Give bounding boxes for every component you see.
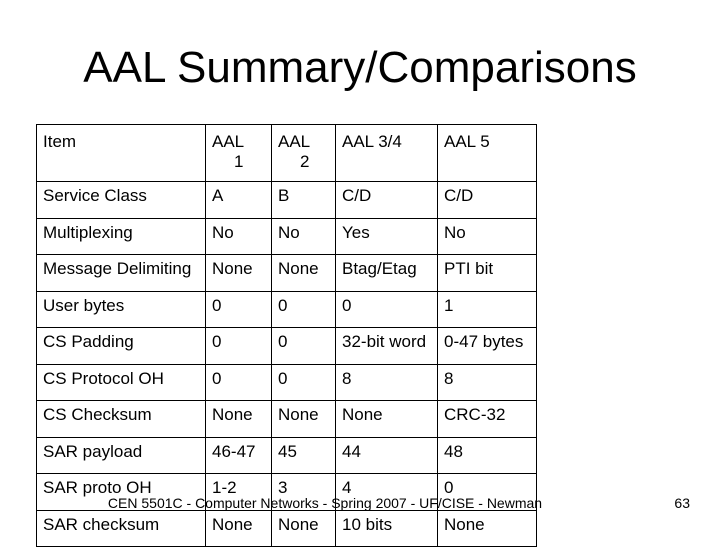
table-row bbox=[37, 510, 537, 547]
table-row bbox=[37, 364, 537, 401]
cell-aal2: 0 bbox=[272, 291, 336, 328]
cell-aal34: 44 bbox=[336, 437, 438, 474]
header-cell-item bbox=[37, 125, 206, 182]
row-label: CS Checksum bbox=[37, 401, 206, 438]
header-aal1-line2: 1 bbox=[234, 152, 244, 171]
table-row bbox=[37, 328, 537, 365]
header-cell-aal5 bbox=[438, 125, 537, 182]
table-row bbox=[37, 182, 537, 219]
cell-aal5: C/D bbox=[438, 182, 537, 219]
cell-aal5: 0 bbox=[438, 474, 537, 511]
cell-aal1: 46-47 bbox=[206, 437, 272, 474]
cell-aal2: 0 bbox=[272, 364, 336, 401]
cell-aal34: Btag/Etag bbox=[336, 255, 438, 292]
cell-aal34: None bbox=[336, 401, 438, 438]
cell-aal1: 0 bbox=[206, 364, 272, 401]
cell-aal2: None bbox=[272, 510, 336, 547]
table-row bbox=[37, 218, 537, 255]
cell-aal34: C/D bbox=[336, 182, 438, 219]
header-aal1-line1: AAL bbox=[212, 132, 245, 151]
row-label: User bytes bbox=[37, 291, 206, 328]
cell-aal2: 3 bbox=[272, 474, 336, 511]
cell-aal5: 48 bbox=[438, 437, 537, 474]
cell-aal34: 0 bbox=[336, 291, 438, 328]
row-label: Multiplexing bbox=[37, 218, 206, 255]
header-cell-aal34 bbox=[336, 125, 438, 182]
cell-aal5: No bbox=[438, 218, 537, 255]
cell-aal2: 45 bbox=[272, 437, 336, 474]
table-row bbox=[37, 437, 537, 474]
cell-aal1: 1-2 bbox=[206, 474, 272, 511]
header-aal5-label: AAL 5 bbox=[444, 132, 490, 151]
row-label: SAR payload bbox=[37, 437, 206, 474]
row-label: SAR proto OH bbox=[37, 474, 206, 511]
cell-aal1: No bbox=[206, 218, 272, 255]
cell-aal34: 8 bbox=[336, 364, 438, 401]
cell-aal5: CRC-32 bbox=[438, 401, 537, 438]
cell-aal5: 1 bbox=[438, 291, 537, 328]
cell-aal2: None bbox=[272, 255, 336, 292]
row-label: Message Delimiting bbox=[37, 255, 206, 292]
cell-aal34: 4 bbox=[336, 474, 438, 511]
cell-aal1: None bbox=[206, 401, 272, 438]
header-cell-aal2 bbox=[272, 125, 336, 182]
header-aal34-label: AAL 3/4 bbox=[342, 132, 402, 151]
header-cell-aal1 bbox=[206, 125, 272, 182]
row-label: Service Class bbox=[37, 182, 206, 219]
table-row bbox=[37, 255, 537, 292]
row-label: SAR checksum bbox=[37, 510, 206, 547]
row-label: CS Padding bbox=[37, 328, 206, 365]
cell-aal2: None bbox=[272, 401, 336, 438]
cell-aal34: Yes bbox=[336, 218, 438, 255]
cell-aal1: None bbox=[206, 255, 272, 292]
aal-comparison-table bbox=[36, 124, 537, 547]
cell-aal1: A bbox=[206, 182, 272, 219]
cell-aal1: 0 bbox=[206, 328, 272, 365]
cell-aal5: 8 bbox=[438, 364, 537, 401]
cell-aal1: 0 bbox=[206, 291, 272, 328]
cell-aal2: 0 bbox=[272, 328, 336, 365]
table-header-row bbox=[37, 125, 537, 182]
cell-aal34: 10 bits bbox=[336, 510, 438, 547]
cell-aal2: No bbox=[272, 218, 336, 255]
table-row bbox=[37, 401, 537, 438]
cell-aal5: PTI bit bbox=[438, 255, 537, 292]
row-label: CS Protocol OH bbox=[37, 364, 206, 401]
slide-footer: CEN 5501C - Computer Networks - Spring 2007 - UF/CISE - Newman bbox=[107, 495, 543, 511]
table-row bbox=[37, 291, 537, 328]
cell-aal34: 32-bit word bbox=[336, 328, 438, 365]
cell-aal5: 0-47 bytes bbox=[438, 328, 537, 365]
cell-aal2: B bbox=[272, 182, 336, 219]
cell-aal5: None bbox=[438, 510, 537, 547]
cell-aal1: None bbox=[206, 510, 272, 547]
header-aal2-line1: AAL bbox=[278, 132, 311, 151]
page-number: 63 bbox=[674, 495, 690, 511]
header-aal2-line2: 2 bbox=[300, 152, 310, 171]
slide-title: AAL Summary/Comparisons bbox=[83, 43, 637, 92]
header-item-label: Item bbox=[43, 132, 77, 151]
